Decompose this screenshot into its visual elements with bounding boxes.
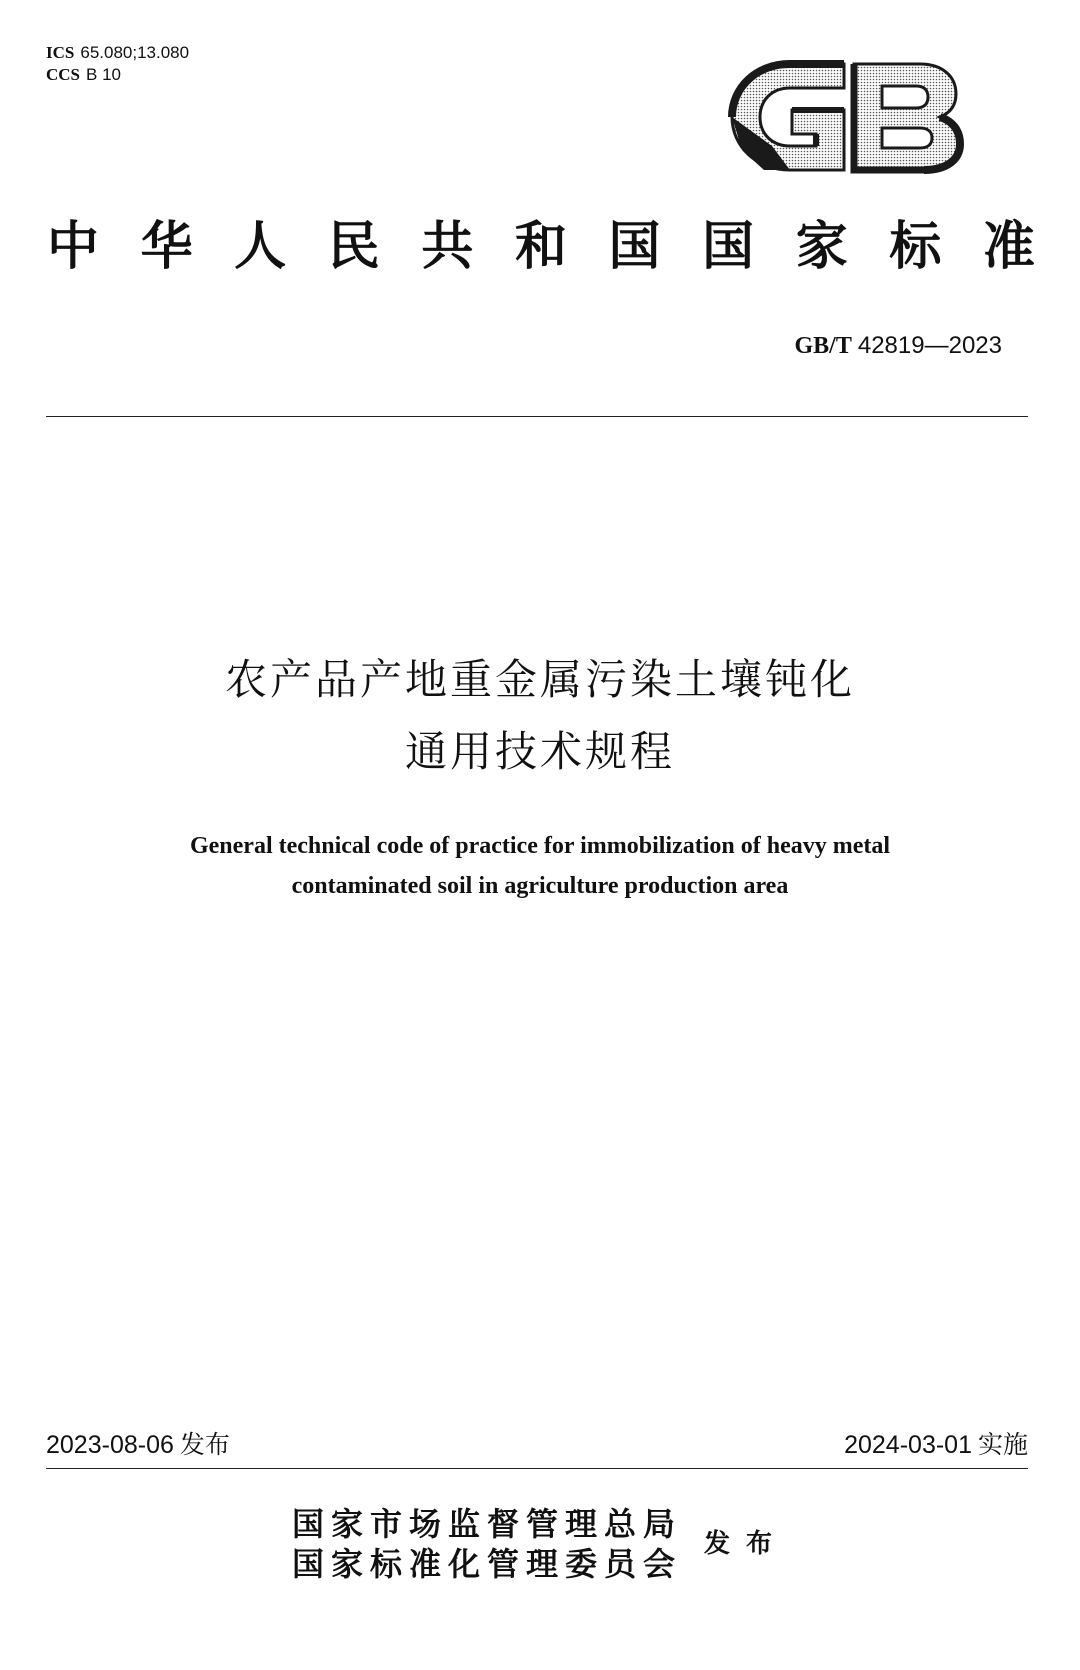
ics-value: 65.080;13.080 [80, 43, 190, 62]
national-standard-title [42, 216, 1040, 278]
national-title-char: 准 [982, 216, 1035, 277]
chinese-title [0, 644, 1080, 788]
national-title-char: 国 [702, 216, 755, 277]
standard-code-number: 42819—2023 [857, 332, 1002, 359]
date-row [46, 1428, 1028, 1462]
standard-code [795, 332, 1003, 360]
national-title-char: 人 [234, 216, 287, 277]
national-title-char: 民 [327, 216, 380, 277]
bottom-divider [46, 1468, 1028, 1469]
standard-code-prefix: GB/T [794, 333, 852, 359]
national-title-char: 和 [514, 216, 567, 277]
top-divider [46, 416, 1028, 417]
issue-date-block [46, 1428, 230, 1462]
gb-logo-icon [728, 54, 964, 180]
issuing-authorities [292, 1504, 682, 1584]
issue-word: 发布 [179, 1430, 230, 1459]
chinese-title-line-1: 农产品产地重金属污染土壤钝化 [224, 655, 855, 704]
national-title-char: 华 [140, 216, 193, 277]
ccs-value: B 10 [86, 65, 121, 84]
ics-label: ICS [46, 43, 75, 62]
national-title-char: 共 [421, 216, 474, 277]
english-title-line-2: contaminated soil in agriculture production area [291, 873, 789, 899]
national-title-char: 国 [608, 216, 661, 277]
national-title-char: 中 [46, 216, 99, 277]
chinese-title-line-2: 通用技术规程 [404, 727, 675, 776]
issuer-line-2: 国家标准化管理委员会 [292, 1545, 683, 1583]
english-title [0, 826, 1080, 906]
english-title-line-1: General technical code of practice for immobilization of heavy metal [189, 833, 891, 859]
effective-date-block [844, 1428, 1028, 1462]
national-title-char: 标 [889, 216, 942, 277]
ics-line [46, 42, 189, 64]
publish-word: 发布 [704, 1529, 789, 1559]
issuer-line-1: 国家市场监督管理总局 [292, 1505, 683, 1543]
effective-date: 2024-03-01 [844, 1431, 972, 1459]
classification-codes [46, 42, 189, 86]
effective-word: 实施 [977, 1430, 1028, 1459]
national-title-char: 家 [795, 216, 848, 277]
ccs-label: CCS [46, 65, 81, 84]
issue-date: 2023-08-06 [46, 1431, 174, 1459]
ccs-line [46, 64, 189, 86]
